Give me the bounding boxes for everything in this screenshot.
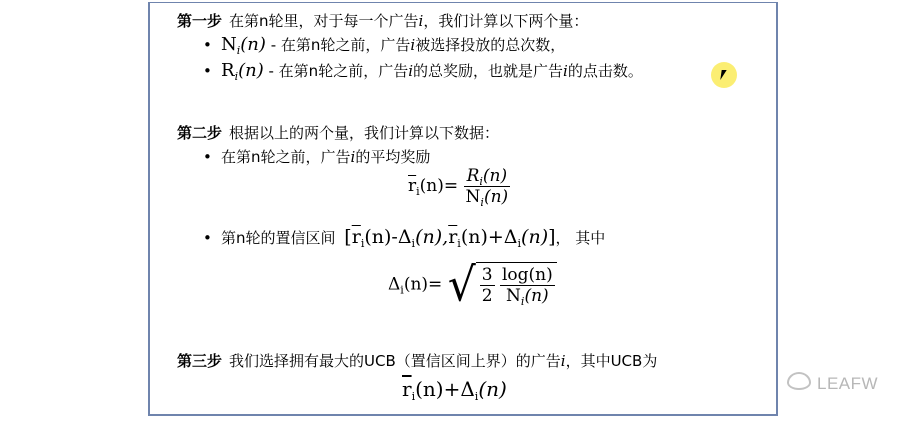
- subscript-i: i: [236, 44, 241, 57]
- step2-heading: [177, 122, 499, 143]
- step1-item-r: [203, 60, 643, 81]
- subscript-i: i: [411, 390, 416, 403]
- denominator: [464, 187, 511, 207]
- sqrt-group: [447, 258, 557, 312]
- lhs-arg: (n)=: [419, 176, 459, 196]
- bullet: •: [203, 36, 212, 54]
- item-text: - 在第n轮之前，广告: [265, 36, 411, 54]
- item-text-tail: ， 其中: [555, 229, 606, 247]
- interval-part: (n)-Δ: [364, 226, 412, 248]
- arg-n: (n): [240, 34, 266, 55]
- delta-symbol: Δ: [388, 274, 401, 295]
- subscript-i: i: [520, 295, 525, 308]
- subscript-i: i: [400, 283, 404, 297]
- step2-text: 根据以上的两个量，我们计算以下数据：: [229, 124, 500, 142]
- arg-n: (n): [238, 60, 264, 81]
- formula-ucb: [402, 377, 507, 401]
- step1-text-tail: ，我们计算以下两个量：: [423, 12, 589, 30]
- watermark-text: LEAFW: [817, 374, 879, 393]
- var-i: i: [418, 12, 424, 30]
- denominator: 2: [481, 286, 493, 306]
- subscript-i: i: [416, 185, 420, 198]
- bracket-close: ]: [548, 226, 556, 248]
- r-bar: $\overline{r}$: [448, 226, 458, 248]
- subscript-i: i: [480, 196, 484, 209]
- sqrt-sign: √: [447, 258, 476, 312]
- denominator: [500, 286, 555, 306]
- subscript-i: i: [457, 237, 461, 250]
- var-i: i: [560, 352, 566, 370]
- step3-text: 我们选择拥有最大的UCB（置信区间上界）的广告: [229, 352, 561, 370]
- formula-delta: [388, 258, 557, 312]
- item-text-tail: 被选择投放的总次数，: [415, 36, 566, 54]
- item-text-mid: 的总奖励，也就是广告: [413, 62, 564, 80]
- bullet: •: [203, 229, 212, 247]
- item-text: 第n轮的置信区间: [221, 229, 336, 247]
- item-text-tail: 的平均奖励: [355, 148, 431, 166]
- num-r: R: [466, 166, 480, 186]
- subscript-i: i: [360, 237, 365, 250]
- subscript-i: i: [411, 237, 416, 250]
- bracket-open: [: [344, 226, 352, 248]
- numerator: [464, 166, 511, 187]
- fraction-log: [500, 265, 555, 306]
- subscript-i: i: [474, 390, 479, 403]
- ucb-part: (n): [478, 377, 507, 401]
- step1-label: 第一步: [177, 12, 223, 30]
- wechat-icon: [787, 372, 811, 390]
- numerator: log(n): [501, 265, 553, 285]
- num-arg: (n): [482, 166, 508, 186]
- formula-average-reward: [408, 166, 510, 207]
- r-bar: $\overline{r}$: [351, 226, 361, 248]
- radicand: [476, 262, 557, 306]
- fraction: [464, 166, 511, 207]
- step1-heading: [177, 10, 588, 31]
- watermark: [787, 372, 878, 394]
- var-i: i: [410, 36, 416, 54]
- var-i: i: [350, 148, 356, 166]
- interval-part: (n),: [415, 226, 449, 248]
- step2-item-average: [203, 146, 430, 167]
- var-i: i: [408, 62, 414, 80]
- item-text-tail: 的点击数。: [567, 62, 643, 80]
- step1-text: 在第n轮里，对于每一个广告: [229, 12, 419, 30]
- bullet: •: [203, 148, 212, 166]
- subscript-i: i: [234, 70, 239, 83]
- symbol-n: N: [221, 34, 237, 55]
- item-text: - 在第n轮之前，广告: [263, 62, 409, 80]
- lhs-arg: (n)=: [403, 274, 443, 295]
- step2-item-interval: [203, 226, 605, 248]
- bullet: •: [203, 62, 212, 80]
- subscript-i: i: [517, 237, 522, 250]
- fraction-three-halves: [480, 265, 495, 306]
- ucb-part: (n)+Δ: [415, 377, 475, 401]
- step2-label: 第二步: [177, 124, 223, 142]
- den-n: N: [506, 286, 521, 306]
- var-i: i: [563, 62, 568, 80]
- den-arg: (n): [524, 286, 549, 306]
- interval-part: (n)+Δ: [460, 226, 518, 248]
- r-bar: $\overline{r}$: [408, 176, 417, 196]
- subscript-i: i: [479, 175, 483, 188]
- symbol-r: R: [221, 60, 235, 81]
- r-bar: $\overline{r}$: [402, 377, 412, 401]
- interval-formula: [344, 226, 555, 248]
- item-text: 在第n轮之前，广告: [221, 148, 351, 166]
- step3-text-tail: ，其中UCB为: [565, 352, 658, 370]
- step3-heading: [177, 350, 657, 371]
- den-n: N: [465, 187, 481, 207]
- den-arg: (n): [483, 187, 509, 207]
- interval-part: (n): [521, 226, 549, 248]
- numerator: 3: [481, 265, 493, 285]
- step3-label: 第三步: [177, 352, 223, 370]
- step1-item-n: [203, 34, 565, 55]
